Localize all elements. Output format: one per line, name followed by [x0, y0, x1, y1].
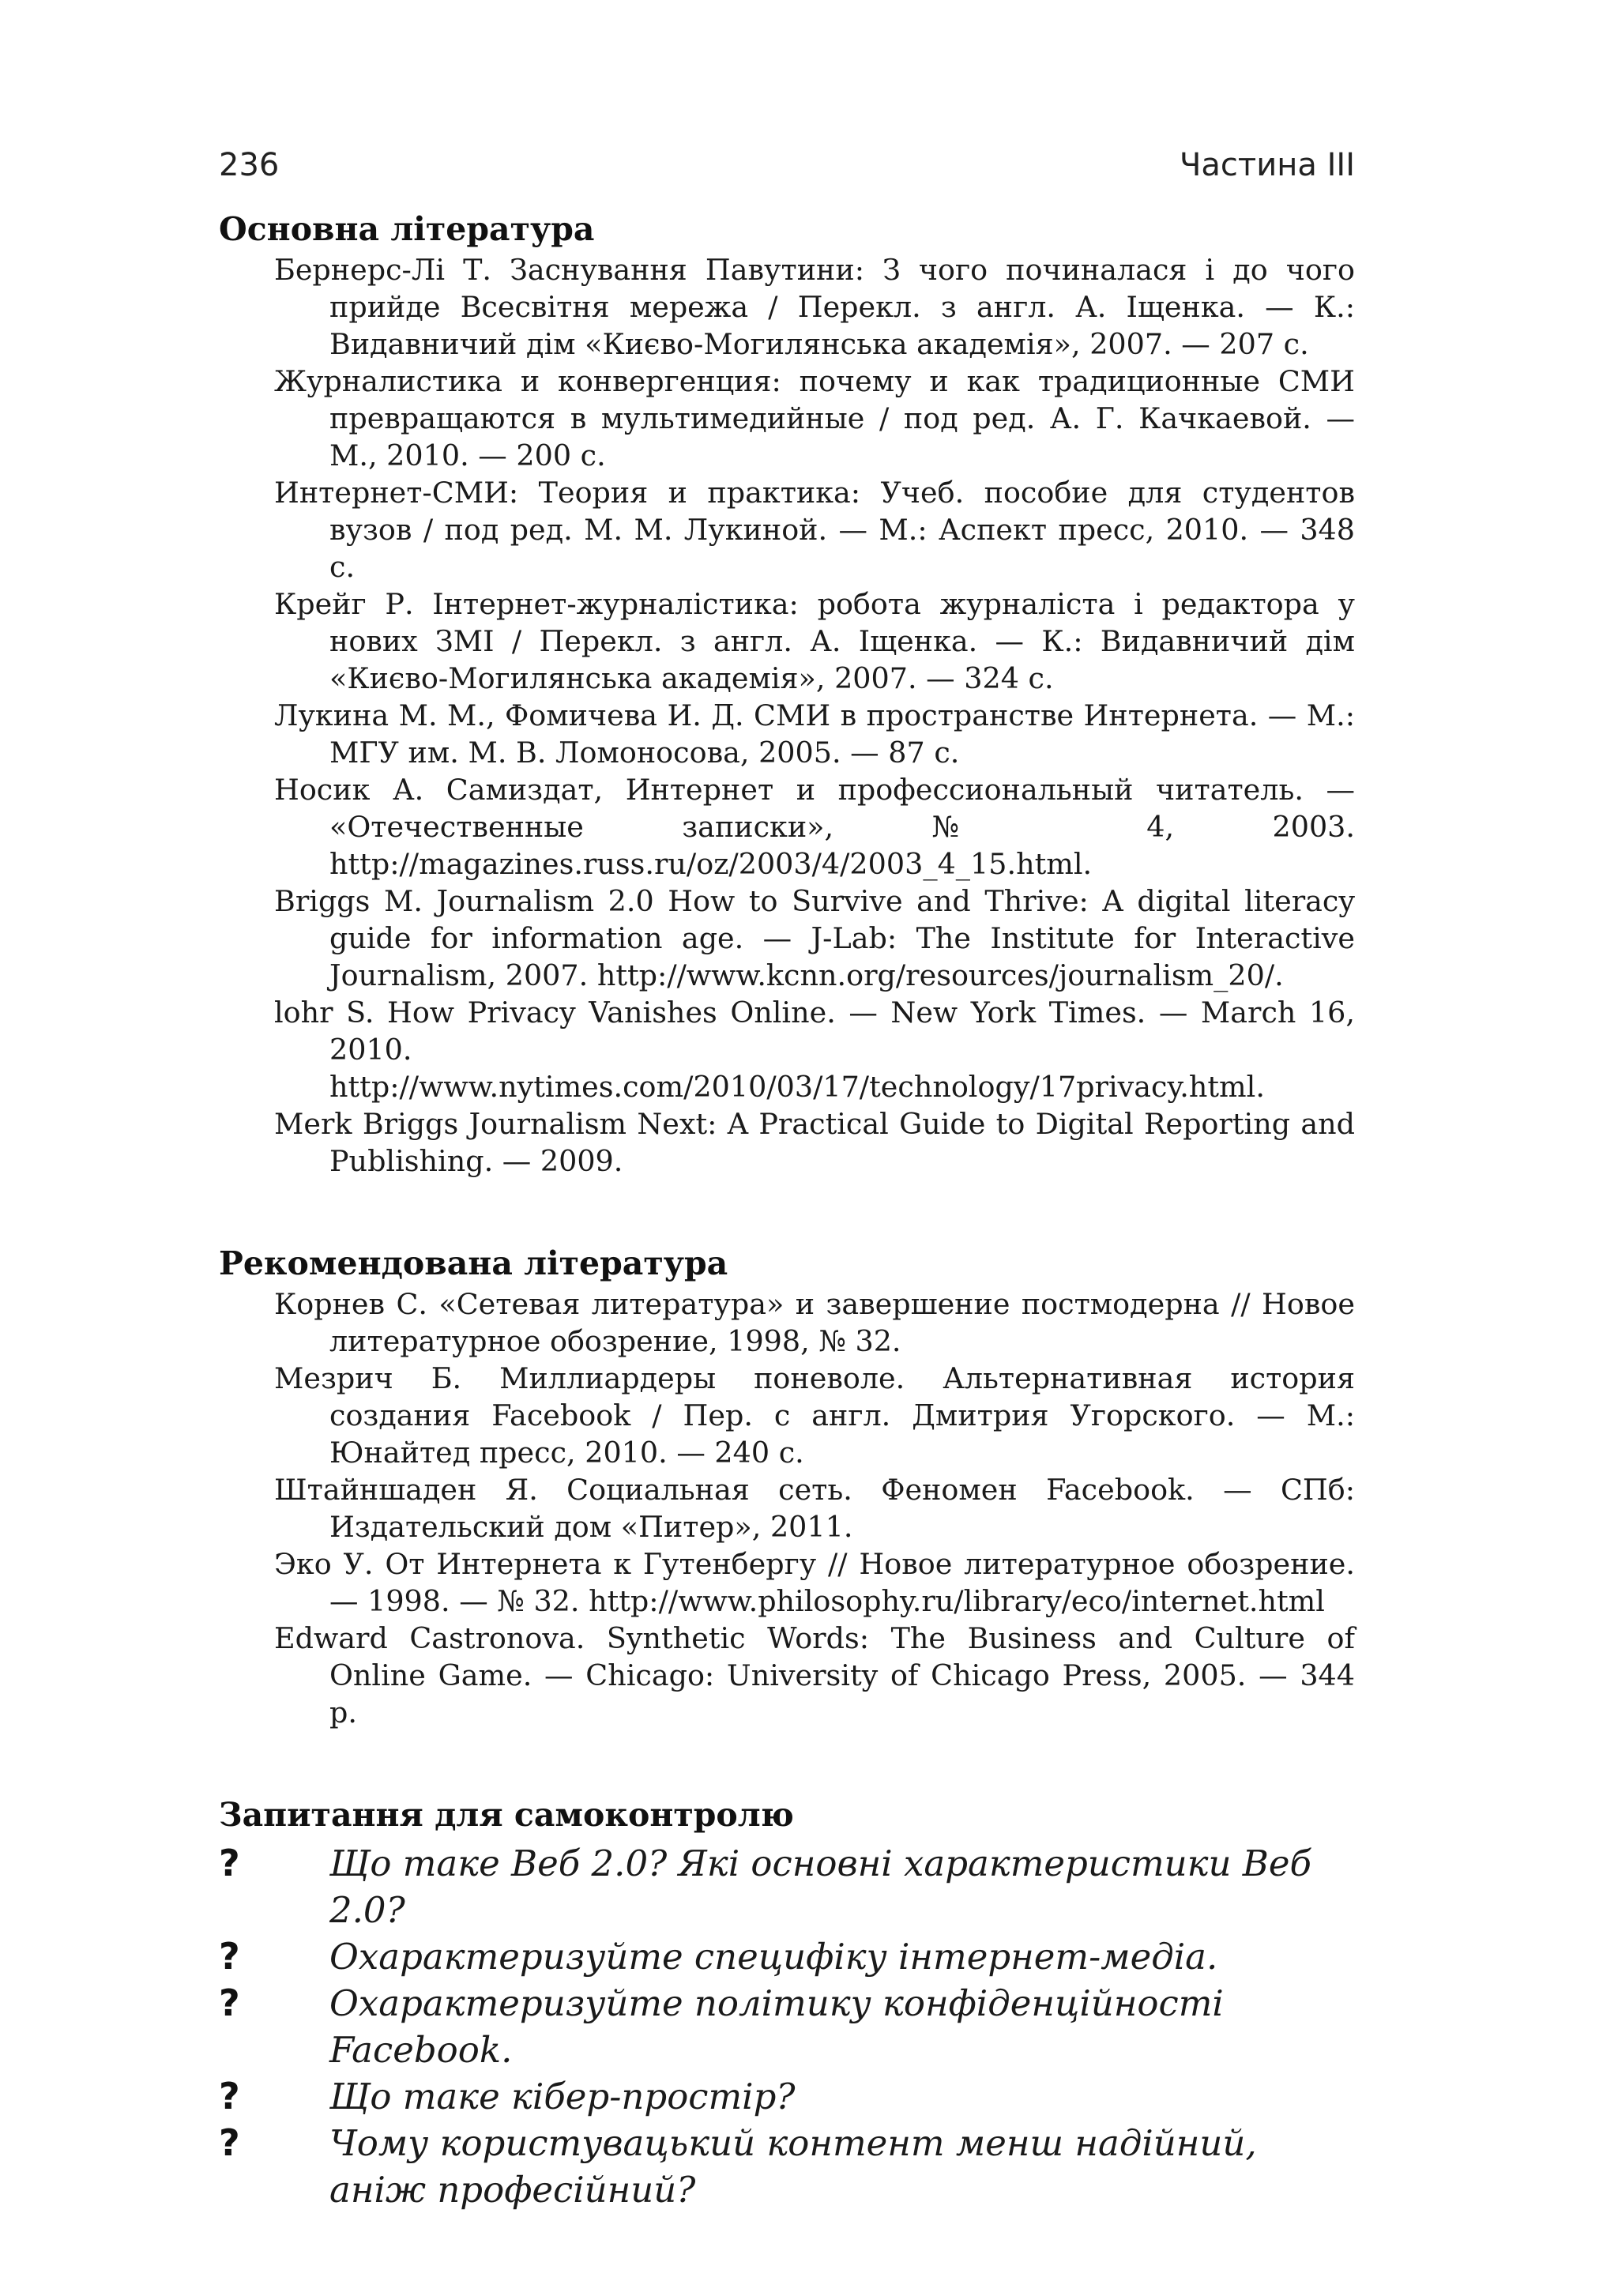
page-content	[219, 207, 1355, 2213]
question-text: Чому користувацький контент менш надійний, аніж професійний?	[329, 2122, 1257, 2211]
main-literature-section	[219, 207, 1355, 1180]
reference-item: Лукина М. М., Фомичева И. Д. СМИ в пространстве Интернета. — М.: МГУ им. М. В. Ломоносова, 2005. — 87 с.	[274, 698, 1355, 770]
question-text: Що таке кібер-простір?	[329, 2076, 796, 2117]
question-mark-icon: ?	[219, 2075, 240, 2117]
reference-item: Крейг Р. Інтернет-журналістика: робота журналіста і редактора у нових ЗМІ / Перекл. з англ. А. Іщенка. — К.: Видавничий дім «Києво-Могилянська академія», 2007. — 324 с.	[274, 587, 1355, 695]
question-text: Охарактеризуйте політику конфіденційності Facebook.	[329, 1982, 1224, 2071]
recommended-literature-list	[219, 1285, 1355, 1731]
question-item	[219, 1840, 1355, 1933]
question-item	[219, 1980, 1355, 2073]
reference-item: Эко У. От Интернета к Гутенбергу // Новое литературное обозрение. — 1998. — № 32. http://www.philosophy.ru/library/eco/internet.html	[274, 1547, 1355, 1618]
question-mark-icon: ?	[219, 1842, 240, 1884]
reference-item: Бернерс-Лі Т. Заснування Павутини: З чого починалася і до чого прийде Всесвітня мережа / Перекл. з англ. А. Іщенка. — К.: Видавничий дім «Києво-Могилянська академія», 2007. — 207 с.	[274, 253, 1355, 361]
part-label: Частина III	[1180, 147, 1355, 183]
main-literature-heading: Основна література	[219, 210, 595, 248]
reference-item: Штайншаден Я. Социальная сеть. Феномен Facebook. — СПб: Издательский дом «Питер», 2011.	[274, 1473, 1355, 1544]
question-item	[219, 1933, 1355, 1980]
reference-item: Мезрич Б. Миллиардеры поневоле. Альтернативная история создания Facebook / Пер. с англ. Дмитрия Угорского. — М.: Юнайтед пресс, 2010. — 240 с.	[274, 1361, 1355, 1470]
reference-item: Носик А. Самиздат, Интернет и профессиональный читатель. — «Отечественные записки», № 4, 2003. http://magazines.russ.ru/oz/2003/4/2003_4_15.html.	[274, 773, 1355, 881]
reference-item: Merk Briggs Journalism Next: A Practical Guide to Digital Reporting and Publishing. — 2009.	[274, 1107, 1355, 1178]
reference-item: Edward Castronova. Synthetic Words: The Business and Culture of Online Game. — Chicago: University of Chicago Press, 2005. — 344 p.	[274, 1621, 1355, 1730]
reference-item: Briggs M. Journalism 2.0 How to Survive and Thrive: A digital literacy guide for information age. — J-Lab: The Institute for Interactive Journalism, 2007. http://www.kcnn.org/resources/journalism_20/.	[274, 884, 1355, 992]
recommended-literature-section	[219, 1241, 1355, 1731]
question-mark-icon: ?	[219, 1982, 240, 2024]
running-head	[219, 147, 1355, 194]
question-item	[219, 2073, 1355, 2120]
reference-item: lohr S. How Privacy Vanishes Online. — New York Times. — March 16, 2010. http://www.nytimes.com/2010/03/17/technology/17privacy.html.	[274, 996, 1355, 1104]
main-literature-list	[219, 251, 1355, 1180]
question-text: Охарактеризуйте специфіку інтернет-медіа.	[329, 1936, 1218, 1978]
reference-item: Интернет-СМИ: Теория и практика: Учеб. пособие для студентов вузов / под ред. М. М. Лукиной. — М.: Аспект пресс, 2010. — 348 с.	[274, 476, 1355, 584]
question-item	[219, 2120, 1355, 2213]
recommended-literature-heading: Рекомендована література	[219, 1244, 728, 1282]
reference-item: Корнев С. «Сетевая литература» и завершение постмодерна // Новое литературное обозрение, 1998, № 32.	[274, 1287, 1355, 1358]
question-mark-icon: ?	[219, 1935, 240, 1978]
self-check-section	[219, 1793, 1355, 2213]
question-mark-icon: ?	[219, 2121, 240, 2164]
question-list	[219, 1840, 1355, 2213]
self-check-heading: Запитання для самоконтролю	[219, 1796, 794, 1834]
page-number: 236	[219, 147, 280, 183]
reference-item: Журналистика и конвергенция: почему и как традиционные СМИ превращаются в мультимедийные / под ред. А. Г. Качкаевой. — М., 2010. — 200 с.	[274, 364, 1355, 472]
question-text: Що таке Веб 2.0? Які основні характеристики Веб 2.0?	[329, 1842, 1311, 1931]
